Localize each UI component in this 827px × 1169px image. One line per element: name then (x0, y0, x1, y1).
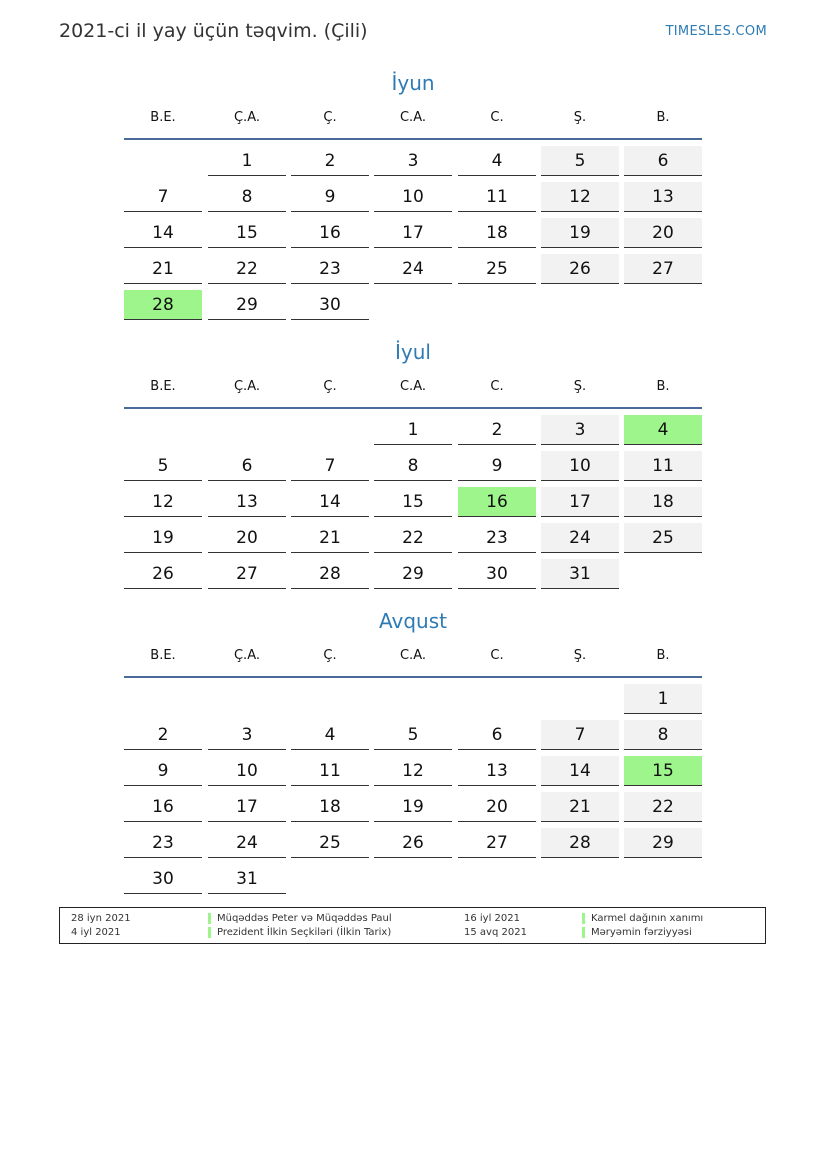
day-cell: 18 (291, 792, 369, 822)
day-cell: 3 (541, 415, 619, 445)
weekday-label: Ç.A. (233, 648, 260, 663)
day-cell: 10 (208, 756, 286, 786)
day-cell: 7 (291, 451, 369, 481)
day-cell: 6 (624, 146, 702, 176)
day-cell: 5 (374, 720, 452, 750)
day-cell: 9 (124, 756, 202, 786)
day-cell: 11 (458, 182, 536, 212)
day-cell: 24 (541, 523, 619, 553)
day-cell: 26 (374, 828, 452, 858)
day-cell: 1 (374, 415, 452, 445)
legend-date: 4 iyl 2021 (71, 927, 121, 938)
day-cell: 15 (208, 218, 286, 248)
day-cell: 28 (291, 559, 369, 589)
day-cell: 20 (458, 792, 536, 822)
day-cell: 29 (624, 828, 702, 858)
day-cell: 26 (124, 559, 202, 589)
weekday-header (124, 98, 702, 140)
day-cell: 19 (541, 218, 619, 248)
day-cell: 10 (541, 451, 619, 481)
day-cell: 24 (208, 828, 286, 858)
legend-date: 16 iyl 2021 (464, 913, 521, 924)
weekday-label: Ç. (323, 110, 337, 125)
weekday-label: Ç.A. (233, 379, 260, 394)
day-cell: 4 (458, 146, 536, 176)
day-cell: 27 (624, 254, 702, 284)
legend-holiday-name: Prezident İlkin Seçkiləri (İlkin Tarix) (208, 927, 391, 938)
day-cell: 2 (291, 146, 369, 176)
day-cell: 1 (624, 684, 702, 714)
day-cell: 6 (208, 451, 286, 481)
weekday-label: C. (490, 379, 504, 394)
day-cell: 3 (374, 146, 452, 176)
day-cell: 30 (124, 864, 202, 894)
month-block (124, 68, 702, 315)
day-cell: 31 (541, 559, 619, 589)
weekday-label: B. (656, 379, 670, 394)
weekday-label: Ç. (323, 648, 337, 663)
day-cell: 16 (124, 792, 202, 822)
legend-date: 15 avq 2021 (464, 927, 527, 938)
holiday-legend (59, 907, 766, 944)
day-cell: 21 (291, 523, 369, 553)
weekday-label: Ş. (573, 648, 587, 663)
day-cell: 12 (124, 487, 202, 517)
day-cell: 23 (291, 254, 369, 284)
holiday-day-cell: 28 (124, 290, 202, 320)
holiday-day-cell: 15 (624, 756, 702, 786)
weekday-label: B. (656, 648, 670, 663)
day-cell: 29 (208, 290, 286, 320)
site-link[interactable]: TIMESLES.COM (665, 24, 767, 39)
day-cell: 17 (374, 218, 452, 248)
day-cell: 7 (541, 720, 619, 750)
day-cell: 30 (291, 290, 369, 320)
day-cell: 5 (124, 451, 202, 481)
weekday-label: B.E. (150, 110, 176, 125)
day-cell: 21 (541, 792, 619, 822)
day-cell: 11 (291, 756, 369, 786)
holiday-day-cell: 16 (458, 487, 536, 517)
day-cell: 25 (458, 254, 536, 284)
weekday-label: C.A. (399, 379, 426, 394)
day-cell: 15 (374, 487, 452, 517)
legend-holiday-name: Karmel dağının xanımı (582, 913, 703, 924)
day-cell: 9 (291, 182, 369, 212)
day-cell: 28 (541, 828, 619, 858)
day-cell: 2 (458, 415, 536, 445)
day-cell: 27 (458, 828, 536, 858)
month-block (124, 606, 702, 889)
day-cell: 23 (124, 828, 202, 858)
day-cell: 18 (458, 218, 536, 248)
day-cell: 16 (291, 218, 369, 248)
day-cell: 17 (541, 487, 619, 517)
day-cell: 14 (291, 487, 369, 517)
day-cell: 8 (624, 720, 702, 750)
weekday-label: Ç.A. (233, 110, 260, 125)
day-cell: 22 (624, 792, 702, 822)
day-cell: 1 (208, 146, 286, 176)
day-cell: 8 (208, 182, 286, 212)
day-cell: 13 (458, 756, 536, 786)
day-cell: 2 (124, 720, 202, 750)
day-cell: 14 (541, 756, 619, 786)
day-cell: 30 (458, 559, 536, 589)
day-cell: 22 (374, 523, 452, 553)
month-name: İyun (391, 71, 435, 95)
weekday-label: C. (490, 648, 504, 663)
weekday-header (124, 367, 702, 409)
weekday-label: C.A. (399, 648, 426, 663)
day-cell: 22 (208, 254, 286, 284)
day-cell: 6 (458, 720, 536, 750)
weekday-label: B.E. (150, 379, 176, 394)
weekday-header (124, 636, 702, 678)
day-cell: 10 (374, 182, 452, 212)
weekday-label: B.E. (150, 648, 176, 663)
month-name: Avqust (379, 609, 447, 633)
legend-date: 28 iyn 2021 (71, 913, 131, 924)
day-cell: 27 (208, 559, 286, 589)
day-cell: 11 (624, 451, 702, 481)
day-cell: 3 (208, 720, 286, 750)
day-cell: 20 (624, 218, 702, 248)
day-cell: 25 (291, 828, 369, 858)
day-cell: 23 (458, 523, 536, 553)
day-cell: 18 (624, 487, 702, 517)
day-cell: 31 (208, 864, 286, 894)
weekday-label: Ş. (573, 379, 587, 394)
legend-holiday-name: Məryəmin fərziyyəsi (582, 927, 692, 938)
day-cell: 17 (208, 792, 286, 822)
day-cell: 13 (624, 182, 702, 212)
day-cell: 14 (124, 218, 202, 248)
day-cell: 24 (374, 254, 452, 284)
day-cell: 21 (124, 254, 202, 284)
weekday-label: C. (490, 110, 504, 125)
day-cell: 26 (541, 254, 619, 284)
day-cell: 13 (208, 487, 286, 517)
day-cell: 4 (291, 720, 369, 750)
day-cell: 19 (374, 792, 452, 822)
weekday-label: Ç. (323, 379, 337, 394)
day-cell: 29 (374, 559, 452, 589)
day-cell: 8 (374, 451, 452, 481)
page-title: 2021-ci il yay üçün təqvim. (Çili) (59, 20, 368, 42)
day-cell: 19 (124, 523, 202, 553)
day-cell: 5 (541, 146, 619, 176)
holiday-day-cell: 4 (624, 415, 702, 445)
day-cell: 25 (624, 523, 702, 553)
day-cell: 7 (124, 182, 202, 212)
day-cell: 9 (458, 451, 536, 481)
day-cell: 12 (541, 182, 619, 212)
day-cell: 12 (374, 756, 452, 786)
day-cell: 20 (208, 523, 286, 553)
month-block (124, 337, 702, 584)
weekday-label: Ş. (573, 110, 587, 125)
month-name: İyul (395, 340, 431, 364)
legend-holiday-name: Müqəddəs Peter və Müqəddəs Paul (208, 913, 392, 924)
weekday-label: B. (656, 110, 670, 125)
weekday-label: C.A. (399, 110, 426, 125)
